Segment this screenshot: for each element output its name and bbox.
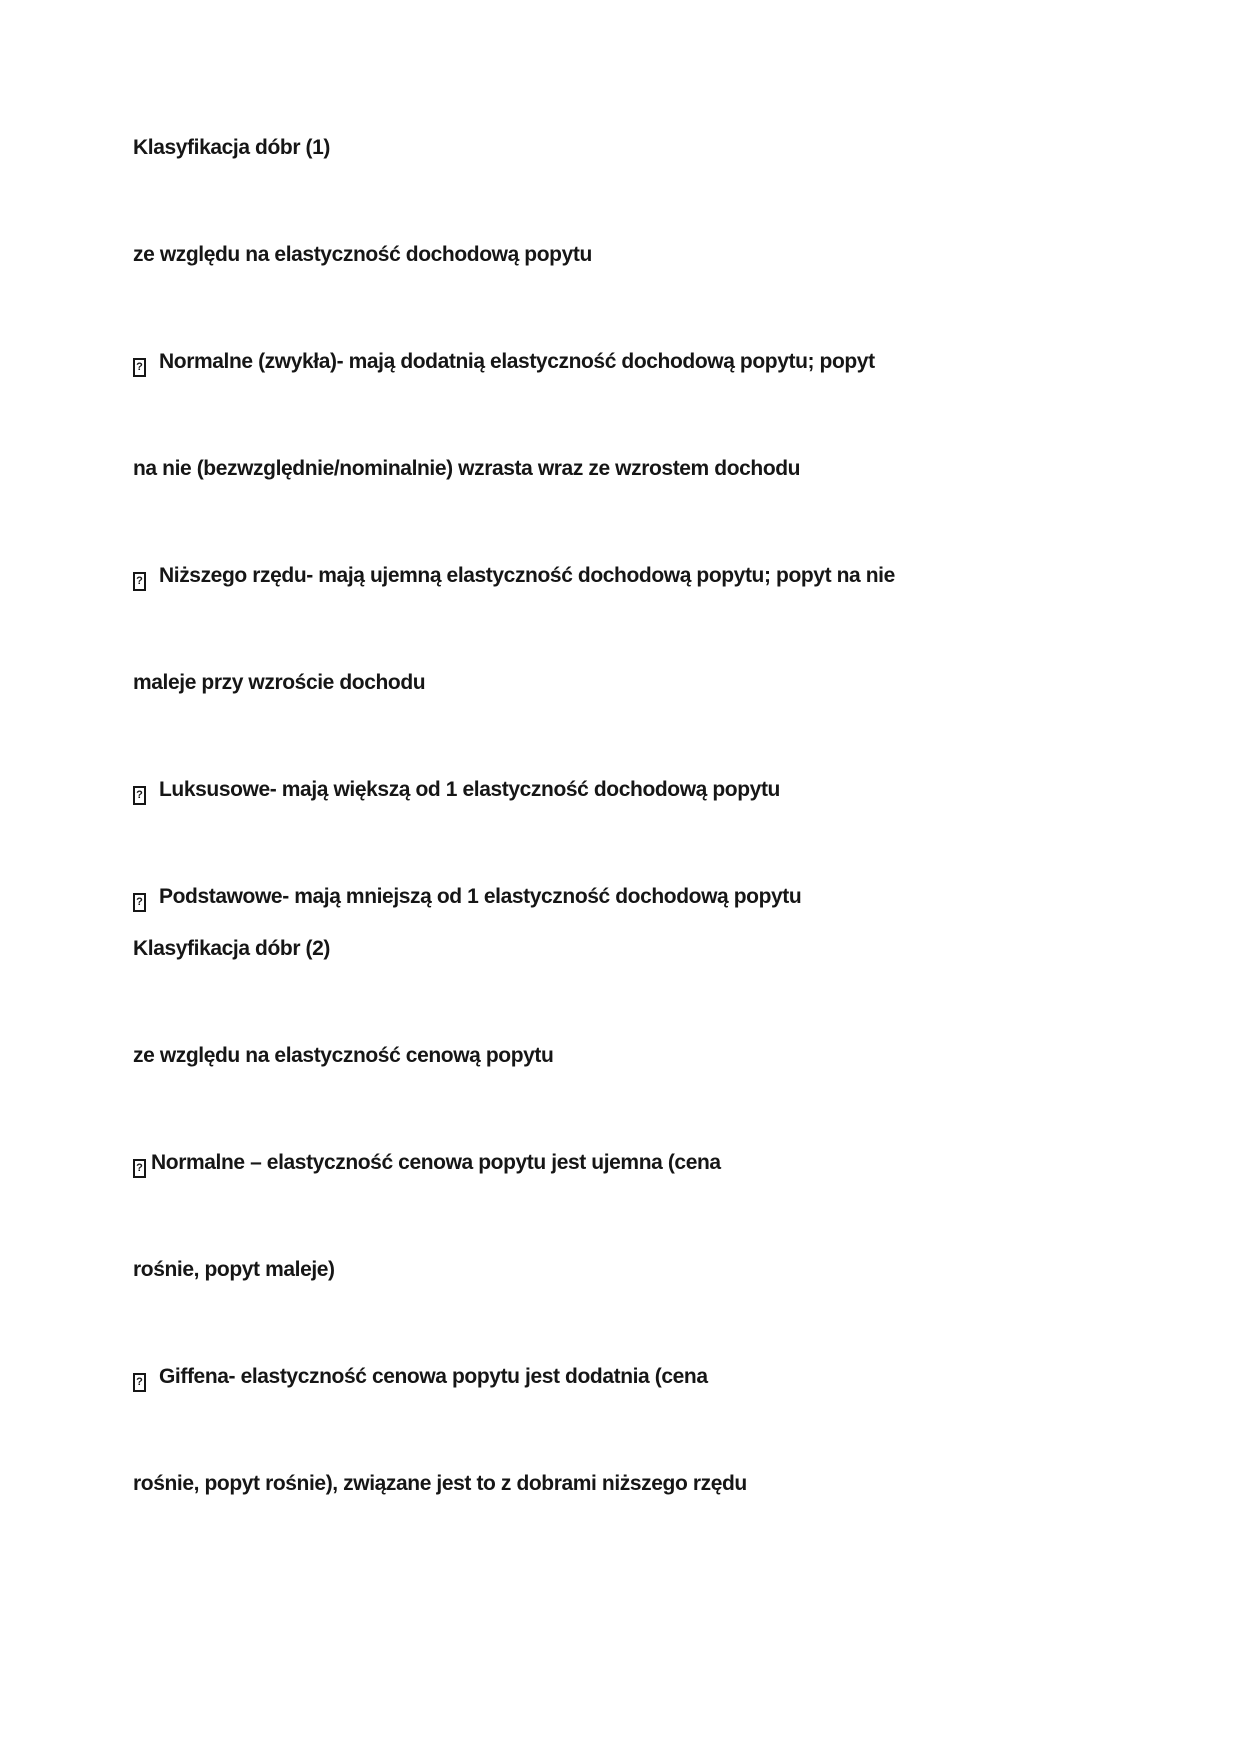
missing-glyph-bullet-icon: ? bbox=[133, 1373, 146, 1392]
text-line bbox=[133, 1148, 1180, 1178]
line-text: ze względu na elastyczność dochodową popytu bbox=[133, 243, 592, 266]
text-line bbox=[133, 934, 1180, 964]
text-line bbox=[133, 347, 1180, 377]
text-line bbox=[133, 668, 1180, 698]
line-text: maleje przy wzroście dochodu bbox=[133, 671, 426, 694]
text-line bbox=[133, 882, 1180, 912]
text-line bbox=[133, 561, 1180, 591]
line-text: Luksusowe- mają większą od 1 elastyczność dochodową popytu bbox=[159, 778, 780, 801]
line-text: Klasyfikacja dóbr (2) bbox=[133, 937, 331, 960]
line-text: Normalne (zwykła)- mają dodatnią elastyczność dochodową popytu; popyt bbox=[159, 350, 875, 373]
line-text: ze względu na elastyczność cenową popytu bbox=[133, 1044, 554, 1067]
line-text: Normalne – elastyczność cenowa popytu jest ujemna (cena bbox=[151, 1151, 721, 1174]
missing-glyph-bullet-icon: ? bbox=[133, 786, 146, 805]
line-text: na nie (bezwzględnie/nominalnie) wzrasta wraz ze wzrostem dochodu bbox=[133, 457, 801, 480]
text-line bbox=[133, 133, 1180, 163]
line-text: rośnie, popyt rośnie), związane jest to z dobrami niższego rzędu bbox=[133, 1472, 747, 1495]
line-text: Niższego rzędu- mają ujemną elastyczność dochodową popytu; popyt na nie bbox=[159, 564, 895, 587]
text-line bbox=[133, 1469, 1180, 1499]
text-line bbox=[133, 454, 1180, 484]
text-line bbox=[133, 1041, 1180, 1071]
text-line bbox=[133, 1255, 1180, 1285]
text-line bbox=[133, 240, 1180, 270]
missing-glyph-bullet-icon: ? bbox=[133, 1159, 146, 1178]
line-text: rośnie, popyt maleje) bbox=[133, 1258, 335, 1281]
document-content bbox=[133, 133, 1180, 1576]
text-line bbox=[133, 775, 1180, 805]
missing-glyph-bullet-icon: ? bbox=[133, 893, 146, 912]
text-line bbox=[133, 1362, 1180, 1392]
line-text: Podstawowe- mają mniejszą od 1 elastyczność dochodową popytu bbox=[159, 885, 802, 908]
line-text: Klasyfikacja dóbr (1) bbox=[133, 136, 331, 159]
line-text: Giffena- elastyczność cenowa popytu jest dodatnia (cena bbox=[159, 1365, 708, 1388]
missing-glyph-bullet-icon: ? bbox=[133, 358, 146, 377]
missing-glyph-bullet-icon: ? bbox=[133, 572, 146, 591]
